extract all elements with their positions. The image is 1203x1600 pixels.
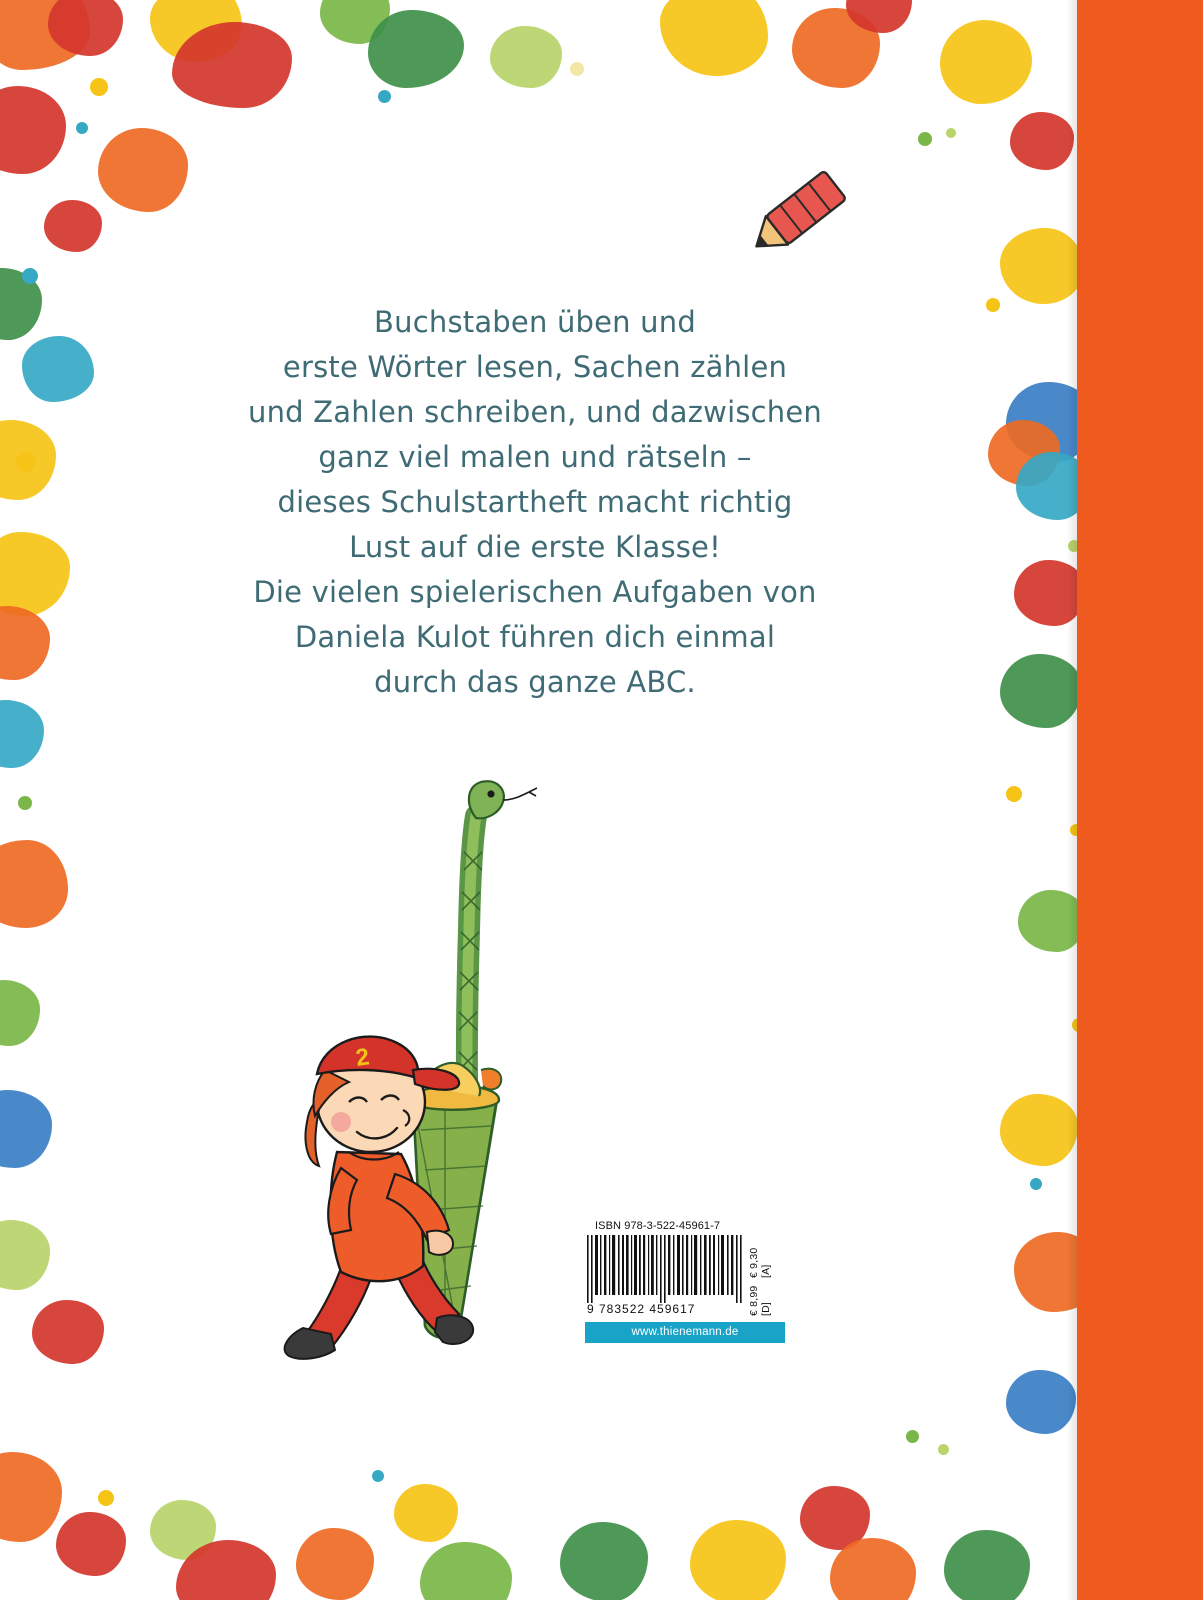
splatter-blob xyxy=(150,1500,216,1560)
splatter-blob xyxy=(56,1512,126,1576)
splatter-blob xyxy=(792,8,880,88)
blurb-line: erste Wörter lesen, Sachen zählen xyxy=(282,350,788,384)
splatter-dot xyxy=(1030,1178,1042,1190)
splatter-blob xyxy=(800,1486,870,1550)
splatter-blob xyxy=(150,0,242,62)
splatter-dot xyxy=(18,796,32,810)
blurb-line: durch das ganze ABC. xyxy=(374,665,696,699)
splatter-blob xyxy=(0,980,40,1046)
splatter-blob xyxy=(176,1540,276,1600)
splatter-blob xyxy=(940,20,1032,104)
blurb-text xyxy=(0,300,1070,705)
blurb-line: Daniela Kulot führen dich einmal xyxy=(294,620,776,654)
price-de: € 8,99 [D] xyxy=(748,1285,772,1316)
blurb-line: und Zahlen schreiben, und dazwischen xyxy=(247,395,822,429)
splatter-blob xyxy=(0,86,66,174)
splatter-dot xyxy=(22,268,38,284)
splatter-dot xyxy=(372,1470,384,1482)
splatter-dot xyxy=(90,78,108,96)
splatter-blob xyxy=(0,1090,52,1168)
splatter-dot xyxy=(76,122,88,134)
price-labels xyxy=(748,1242,772,1316)
splatter-blob xyxy=(296,1528,374,1600)
splatter-dot xyxy=(946,128,956,138)
splatter-dot xyxy=(938,1444,949,1455)
splatter-blob xyxy=(394,1484,458,1542)
splatter-blob xyxy=(0,1220,50,1290)
barcode-block xyxy=(585,1218,791,1343)
splatter-blob xyxy=(846,0,912,33)
barcode-bars-icon xyxy=(585,1235,745,1303)
splatter-blob xyxy=(690,1520,786,1600)
spine-shadow xyxy=(1067,0,1077,1600)
blurb-line: Die vielen spielerischen Aufgaben von xyxy=(253,575,817,609)
splatter-dot xyxy=(98,1490,114,1506)
splatter-blob xyxy=(0,840,68,928)
boy-with-cone-illustration xyxy=(245,770,575,1374)
splatter-blob xyxy=(98,128,188,212)
cap-number: 2 xyxy=(354,1043,372,1072)
splatter-blob xyxy=(830,1538,916,1600)
blurb-line: ganz viel malen und rätseln – xyxy=(318,440,752,474)
splatter-blob xyxy=(48,0,123,56)
splatter-blob xyxy=(1010,112,1074,170)
splatter-blob xyxy=(368,10,464,88)
price-at: € 9,30 [A] xyxy=(748,1247,772,1279)
book-spine xyxy=(1077,0,1203,1600)
splatter-dot xyxy=(378,90,391,103)
blurb-line: dieses Schulstartheft macht richtig xyxy=(277,485,793,519)
red-pencil-icon xyxy=(742,158,867,268)
splatter-blob xyxy=(0,0,90,70)
splatter-blob xyxy=(660,0,768,76)
publisher-url: www.thienemann.de xyxy=(585,1322,785,1343)
splatter-blob xyxy=(420,1542,512,1600)
splatter-dot xyxy=(570,62,584,76)
isbn-label: ISBN 978-3-522-45961-7 xyxy=(595,1220,721,1232)
pencil-illustration xyxy=(742,158,867,272)
splatter-blob xyxy=(320,0,390,44)
blurb-line: Buchstaben üben und xyxy=(374,305,696,339)
barcode-digits: 9 783522 459617 xyxy=(587,1302,696,1316)
blurb-line: Lust auf die erste Klasse! xyxy=(349,530,721,564)
splatter-dot xyxy=(918,132,932,146)
splatter-blob xyxy=(32,1300,104,1364)
splatter-blob xyxy=(560,1522,648,1600)
splatter-blob xyxy=(944,1530,1030,1600)
splatter-blob xyxy=(44,200,102,252)
splatter-dot xyxy=(1006,786,1022,802)
splatter-blob xyxy=(490,26,562,88)
splatter-blob xyxy=(0,1452,62,1542)
splatter-dot xyxy=(906,1430,919,1443)
boy-and-snake-drawing xyxy=(245,770,575,1370)
splatter-blob xyxy=(0,700,44,768)
splatter-blob xyxy=(1006,1370,1076,1434)
splatter-blob xyxy=(172,22,292,108)
